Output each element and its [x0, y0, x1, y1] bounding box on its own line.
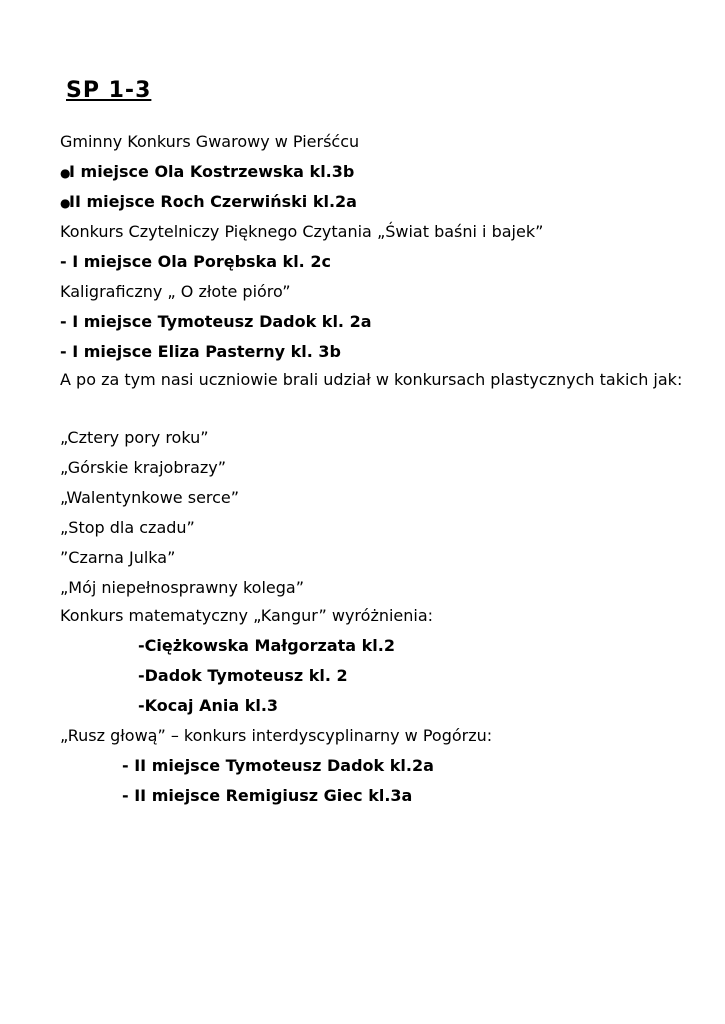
text-line: „Rusz głową” – konkurs interdyscyplinarny w Pogórzu:: [60, 726, 493, 745]
text-line: Konkurs Czytelniczy Pięknego Czytania „Świat baśni i bajek”: [60, 222, 544, 241]
text-line: Gminny Konkurs Gwarowy w Pierśćcu: [60, 132, 360, 151]
list-item: „Stop dla czadu”: [60, 518, 195, 537]
list-item: ”Czarna Julka”: [60, 548, 176, 567]
text-line: Konkurs matematyczny „Kangur” wyróżnienia:: [60, 606, 434, 625]
list-item: ●II miejsce Roch Czerwiński kl.2a: [60, 191, 700, 214]
list-item: „Mój niepełnosprawny kolega”: [60, 578, 304, 597]
list-item: - I miejsce Ola Porębska kl. 2c: [60, 252, 331, 271]
list-item: - I miejsce Eliza Pasterny kl. 3b: [60, 342, 341, 361]
list-item: „Górskie krajobrazy”: [60, 458, 227, 477]
list-item: „Walentynkowe serce”: [60, 488, 240, 507]
bullet-icon: ●: [60, 166, 71, 180]
list-item: - II miejsce Remigiusz Giec kl.3a: [122, 786, 413, 805]
list-item: -Ciężkowska Małgorzata kl.2: [138, 636, 395, 655]
text-line: Kaligraficzny „ O złote pióro”: [60, 282, 291, 301]
bullet-icon: ●: [60, 196, 71, 210]
list-item: - II miejsce Tymoteusz Dadok kl.2a: [122, 756, 434, 775]
list-item: -Kocaj Ania kl.3: [138, 696, 279, 715]
list-item: - I miejsce Tymoteusz Dadok kl. 2a: [60, 312, 372, 331]
paragraph: A po za tym nasi uczniowie brali udział w konkursach plastycznych takich jak:: [60, 370, 683, 389]
list-item: -Dadok Tymoteusz kl. 2: [138, 666, 348, 685]
page-title: SP 1-3: [66, 78, 152, 103]
list-item: ●I miejsce Ola Kostrzewska kl.3b: [60, 161, 700, 184]
list-item: „Cztery pory roku”: [60, 428, 209, 447]
